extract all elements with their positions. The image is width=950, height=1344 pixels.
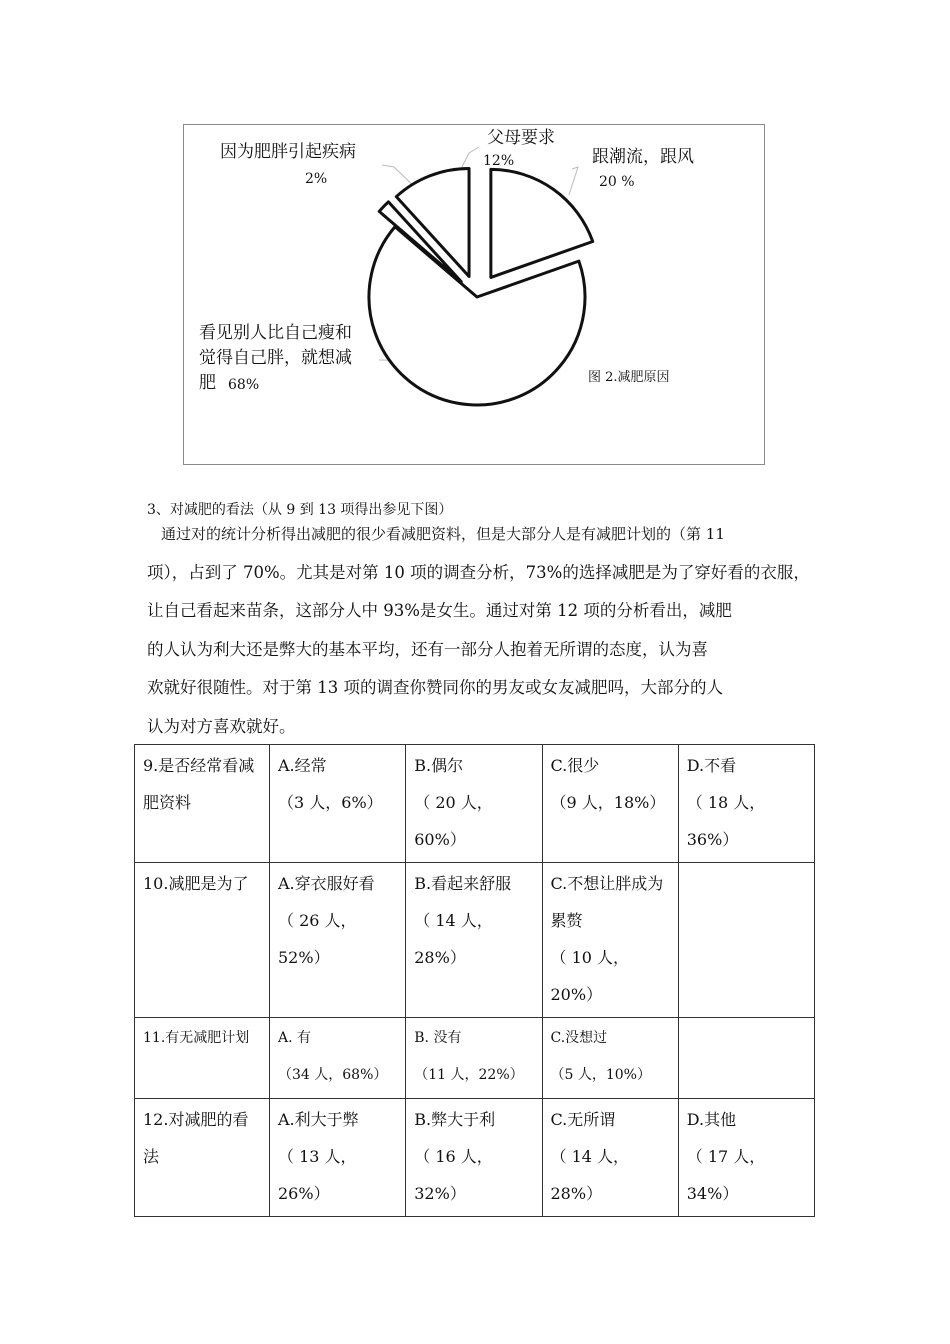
empty-cell <box>678 1018 814 1099</box>
option-cell <box>678 1099 814 1217</box>
paragraph-line: 项），占到了 70%。尤其是对第 10 项的调查分析，73%的选择减肥是为了穿好看的衣服， <box>147 562 810 582</box>
option-count: （3 人，6%） <box>278 793 383 812</box>
slice-label-others-line2: 觉得自己胖，就想减 <box>199 348 352 368</box>
section-paragraph <box>147 515 817 747</box>
option-label: B.看起来舒服 <box>414 874 512 893</box>
slice-pct-trend: 20 % <box>599 174 635 190</box>
table-row-q11 <box>135 1018 815 1099</box>
option-label: C.无所谓 <box>550 1110 616 1129</box>
option-label: D.其他 <box>686 1110 737 1129</box>
paragraph-line: 认为对方喜欢就好。 <box>147 716 296 736</box>
option-count: （34 人，68%） <box>278 1067 388 1083</box>
slice-pct-parents: 12% <box>483 153 515 169</box>
question-cell: 10.减肥是为了 <box>135 863 270 1018</box>
slice-pct-others: 68% <box>228 377 260 393</box>
option-count: （ 26 人，52%） <box>278 911 357 967</box>
leader-line-trend <box>569 167 578 195</box>
option-count: （ 18 人，36%） <box>686 793 766 849</box>
option-label: D.不看 <box>686 756 737 775</box>
option-cell <box>270 745 406 863</box>
slice-label-others-line3: 肥 <box>199 373 216 393</box>
option-label: B.弊大于利 <box>414 1110 496 1129</box>
pie-chart-frame <box>183 124 765 465</box>
slice-label-trend: 跟潮流，跟风 <box>592 147 694 167</box>
option-cell <box>270 863 406 1018</box>
paragraph-line: 让自己看起来苗条，这部分人中 93%是女生。通过对第 12 项的分析看出，减肥 <box>147 601 732 621</box>
question-cell: 11.有无减肥计划 <box>135 1018 270 1099</box>
option-count: （ 10 人，20%） <box>550 948 630 1004</box>
option-cell <box>678 745 814 863</box>
option-cell <box>542 863 678 1018</box>
option-label: B.偶尔 <box>414 756 464 775</box>
option-label: A. 有 <box>278 1030 312 1046</box>
question-cell: 9.是否经常看减肥资料 <box>135 745 270 863</box>
paragraph-line: 欢就好很随性。对于第 13 项的调查你赞同你的男友或女友减肥吗，大部分的人 <box>147 678 723 698</box>
paragraph-line: 通过对的统计分析得出减肥的很少看减肥资料，但是大部分人是有减肥计划的（第 11 <box>161 525 725 543</box>
slice-label-parents: 父母要求 <box>487 128 555 148</box>
option-cell <box>542 1018 678 1099</box>
option-label: C.很少 <box>550 756 600 775</box>
option-count: （ 17 人，34%） <box>686 1147 766 1203</box>
empty-cell <box>678 863 814 1018</box>
table-row-q9 <box>135 745 815 863</box>
option-cell <box>406 1018 542 1099</box>
option-label: C.没想过 <box>550 1030 608 1046</box>
survey-table <box>134 744 815 1217</box>
option-cell <box>406 1099 542 1217</box>
option-count: （ 16 人，32%） <box>414 1147 493 1203</box>
slice-label-disease: 因为肥胖引起疾病 <box>220 142 356 162</box>
option-cell <box>542 745 678 863</box>
option-cell <box>542 1099 678 1217</box>
option-cell <box>270 1018 406 1099</box>
question-cell: 12.对减肥的看法 <box>135 1099 270 1217</box>
option-label: A.穿衣服好看 <box>278 874 375 893</box>
option-label: B. 没有 <box>414 1030 462 1046</box>
option-count: （5 人，10%） <box>550 1067 651 1083</box>
option-count: （ 20 人，60%） <box>414 793 493 849</box>
option-label: A.利大于弊 <box>278 1110 359 1129</box>
option-count: （9 人，18%） <box>550 793 666 812</box>
option-label: A.经常 <box>278 756 327 775</box>
table-row-q10 <box>135 863 815 1018</box>
slice-pct-disease: 2% <box>305 171 328 187</box>
option-count: （ 13 人，26%） <box>278 1147 357 1203</box>
pie-chart <box>184 125 766 466</box>
option-count: （ 14 人，28%） <box>414 911 493 967</box>
paragraph-line: 的人认为利大还是弊大的基本平均，还有一部分人抱着无所谓的态度，认为喜 <box>147 639 708 659</box>
table-row-q12 <box>135 1099 815 1217</box>
option-count: （ 14 人，28%） <box>550 1147 630 1203</box>
option-cell <box>406 863 542 1018</box>
option-cell <box>270 1099 406 1217</box>
option-cell <box>406 745 542 863</box>
option-count: （11 人，22%） <box>414 1067 524 1083</box>
section-heading: 3、对减肥的看法（从 9 到 13 项得出参见下图） <box>147 502 453 518</box>
slice-label-others-line1: 看见别人比自己瘦和 <box>199 323 352 343</box>
chart-caption: 图 2.减肥原因 <box>588 370 670 385</box>
option-label: C.不想让胖成为累赘 <box>550 874 664 930</box>
